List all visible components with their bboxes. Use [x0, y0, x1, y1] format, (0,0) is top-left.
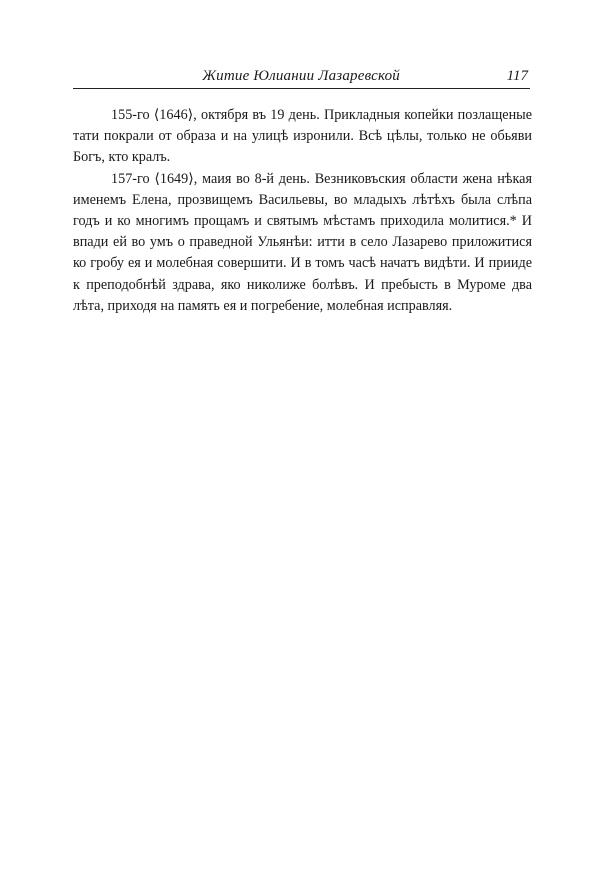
- paragraph-entry-1646: 155-го ⟨1646⟩, октября въ 19 день. Прикладныя копейки позлащеные тати покрали от образа и на улицѣ изронили. Всѣ цѣлы, только не обьяви Богъ, кто кралъ.: [73, 107, 532, 166]
- running-header: [73, 66, 530, 89]
- paragraph-entry-1649: 157-го ⟨1649⟩, маия во 8-й день. Везниковъския области жена нѣкая именемъ Елена, прозвищемъ Васильевы, во младыхъ лѣтѣхъ была слѣпа годъ и ко многимъ прощамъ и святымъ мѣстамъ приходила молитися.* И впади ей во умъ о праведной Ульянѣи: итти в село Лазарево приложитися ко гробу ея и молебная совершити. И в томъ часѣ начатъ видѣти. И прииде к преподобнѣй здрава, яко николиже болѣвъ. И пребысть в Муроме два лѣта, приходя на память ея и погребение, молебная исправляя.: [73, 170, 532, 314]
- page-number: 117: [506, 68, 528, 84]
- running-header-title: Житие Юлиании Лазаревской: [202, 68, 400, 84]
- body-text: [73, 105, 532, 317]
